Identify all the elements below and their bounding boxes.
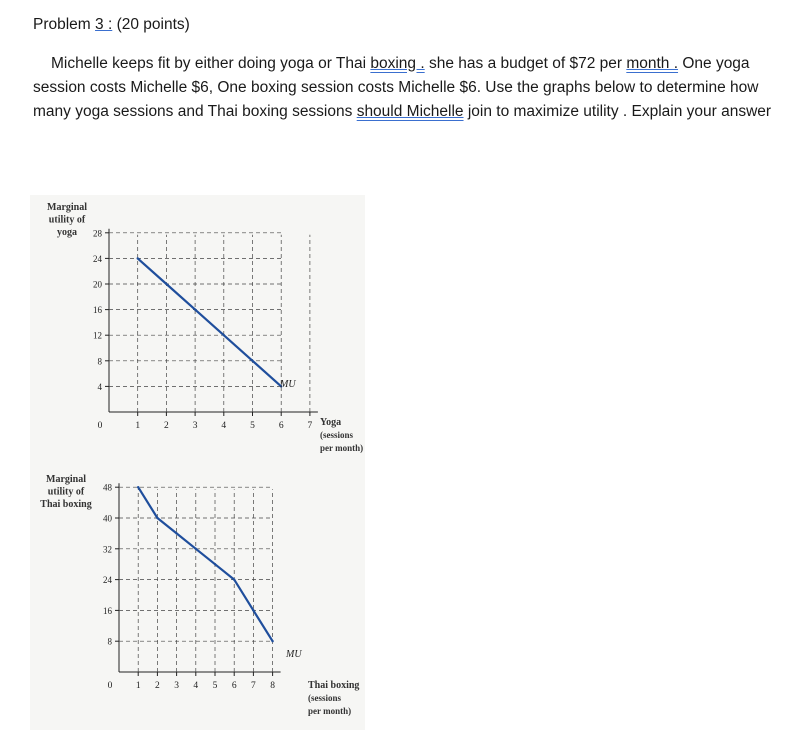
question-part3: One yoga session costs Michelle $6, One boxing session costs Michelle $6. Use the graphs below to determine how many yoga sessions and Thai boxing sessions bbox=[33, 55, 759, 120]
x-axis-label: per month) bbox=[308, 706, 352, 716]
y-axis-label: utility of bbox=[48, 214, 86, 226]
y-tick-label: 24 bbox=[93, 253, 102, 264]
x-tick-label: 7 bbox=[251, 681, 256, 691]
question-should-word: should Michelle bbox=[356, 103, 464, 120]
series-label: MU bbox=[286, 649, 302, 660]
x-tick-label: 6 bbox=[278, 421, 284, 431]
x-tick-label: 5 bbox=[250, 421, 255, 431]
x-tick-label: 2 bbox=[155, 681, 160, 691]
x-tick-label: 0 bbox=[97, 421, 103, 431]
y-tick-label: 16 bbox=[93, 305, 102, 316]
question-month-word: month . bbox=[626, 55, 679, 72]
mu-data-point bbox=[252, 609, 254, 611]
problem-points: (20 points) bbox=[116, 16, 190, 33]
mu-data-point bbox=[137, 486, 139, 488]
series-label: MU bbox=[280, 379, 296, 390]
y-tick-label: 20 bbox=[93, 279, 102, 290]
x-tick-label: 1 bbox=[135, 421, 141, 431]
x-axis-label: per month) bbox=[320, 443, 364, 453]
question-part2: she has a budget of $72 per bbox=[424, 55, 627, 72]
y-tick-label: 24 bbox=[103, 575, 112, 586]
mu-data-point bbox=[194, 308, 196, 310]
x-tick-label: 4 bbox=[193, 681, 199, 691]
y-tick-label: 8 bbox=[107, 636, 112, 647]
mu-data-point bbox=[223, 334, 225, 336]
y-tick-label: 4 bbox=[97, 381, 102, 392]
x-axis-label: Yoga bbox=[320, 417, 342, 428]
y-tick-label: 32 bbox=[103, 544, 112, 555]
y-tick-label: 48 bbox=[103, 482, 112, 493]
x-tick-label: 7 bbox=[307, 421, 313, 431]
mu-data-point bbox=[195, 548, 197, 550]
question-boxing-word: boxing . bbox=[370, 55, 425, 72]
x-tick-label: 3 bbox=[192, 421, 198, 431]
y-tick-label: 8 bbox=[97, 356, 102, 367]
mu-data-point bbox=[165, 283, 167, 285]
y-tick-label: 12 bbox=[93, 330, 102, 341]
mu-data-point bbox=[137, 257, 139, 259]
problem-number: 3 : bbox=[95, 16, 113, 33]
mu-data-point bbox=[156, 517, 158, 519]
x-tick-label: 4 bbox=[221, 421, 227, 431]
y-axis-label: Thai boxing bbox=[40, 499, 92, 510]
y-tick-label: 40 bbox=[103, 513, 112, 524]
question-part4: join to maximize utility . Explain your answer bbox=[463, 103, 772, 120]
problem-label: Problem bbox=[33, 16, 91, 33]
y-axis-label: utility of bbox=[47, 486, 85, 498]
y-axis-label: Marginal bbox=[46, 474, 86, 485]
question-part1: Michelle keeps fit by either doing yoga or Thai bbox=[51, 55, 371, 72]
y-axis-label: Marginal bbox=[47, 202, 87, 213]
x-axis-label: (sessions bbox=[308, 693, 342, 703]
x-axis-label: (sessions bbox=[320, 430, 354, 440]
x-tick-label: 5 bbox=[212, 681, 218, 691]
mu-data-point bbox=[214, 563, 216, 565]
x-tick-label: 3 bbox=[174, 681, 179, 691]
y-tick-label: 28 bbox=[93, 228, 102, 239]
x-tick-label: 8 bbox=[270, 681, 275, 691]
x-tick-label: 1 bbox=[135, 681, 141, 691]
y-tick-label: 16 bbox=[103, 605, 112, 616]
mu-data-point bbox=[175, 532, 177, 534]
x-tick-label: 2 bbox=[164, 421, 169, 431]
mu-data-point bbox=[251, 360, 253, 362]
x-tick-label: 6 bbox=[231, 681, 237, 691]
mu-data-point bbox=[271, 640, 273, 642]
mu-data-point bbox=[233, 578, 235, 580]
y-axis-label: yoga bbox=[57, 227, 77, 238]
x-tick-label: 0 bbox=[107, 681, 113, 691]
x-axis-label: Thai boxing bbox=[308, 680, 360, 691]
figure-background bbox=[30, 195, 365, 730]
